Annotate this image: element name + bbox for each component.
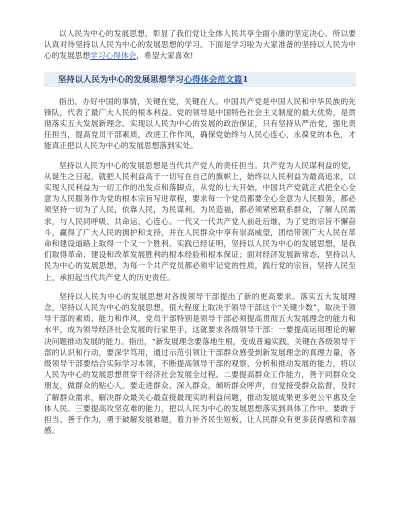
- body-paragraph-3: 坚持以人民为中心的发展思想对各级领导干部提出了新的更高要求。落实五大发展理念，坚持以人民为中心的发展思想，很大程度上取决于领导干部这个“关键少数”，取决于领导干部的素质、能力和作风，党员干部特别是领导干部必须提高贯彻五大发展理念的能力和水平，成为领导经济社会发展的行家里手，这就要求各级领导干部：一要提高运用理论的解决问题推动发展的能力。指出，“新发展理念要落地生根，变成普遍实践，关键在各级领导干部的认识和行动，要深学笃用，通过示范引领让干部群众感受到新发展理念的真理力量，各级领导干部要结合实际学习本领，不断提高领导干部的观察、分析和推动发展的能力，将以人民为中心的发展思想贯穿于经济社会发展全过程。二要提高群众工作能力，善于同群众交朋友，做群众的贴心人。要走进群众、深入群众，倾听群众呼声，自觉接受群众监督，及时了解群众需求，解决群众最关心最直接最现实的利益问题，推动发展成果更多更公平惠及全体人民。三要提高攻坚克难的能力，把以人民为中心的发展思想落实到具体工作中。要敢于担当、善于作为，勇于破解发展难题，着力补齐民生短板，让人民群众有更多获得感和幸福感。: [44, 291, 356, 436]
- body-paragraph-2: 坚持以人民为中心的发展思想是当代共产党人的责任担当。共产党为人民谋利益的党，从诞生之日起，就把人民利益高于一切写在自己的旗帜上，始终以人民利益为最高追求，以实现人民利益为一切工作的出发点和落脚点，从党的七大开始，中国共产党就正式把全心全意为人民服务作为党的根本宗旨写进章程，要求每一个党员都要全心全意为人民服务，都必须坚持一切为了人民，依靠人民，为民谋利、为民造福，都必须紧密联系群众，了解人民需求，与人民同呼吸、共命运、心连心。一代又一代共产党人前赴后继，为了党的宗旨不懈奋斗，赢得了广大人民的拥护和支持，并在人民群众中享有崇高威望，团结带领广大人民在革命和建设道路上取得一个又一个胜利。实践已经证明，坚持以人民为中心的发展思想，是我们取得革命、建设和改革发展胜利的根本经验和根本保证；面对经济发展新常态，坚持以人民为中心的发展思想，为每一个共产党员都必须牢记党的性质，践行党的宗旨，坚持人民至上，承担起当代共产党人的历史责任。: [44, 160, 356, 282]
- article-title-bar: [44, 72, 356, 87]
- article-title-link[interactable]: 心得体会范文篇: [183, 73, 243, 84]
- body-paragraph-1: 指出，办好中国的事情，关键在党，关键在人。中国共产党是中国人民和中华民族的先锋队，代表了最广大人民的根本利益。党的领导是中国特色社会主义制度的最大优势，是贯彻落实五大发展新理念、实现以人民为中心的发展的政治保证，只有坚持从严治党，强化责任担当，提高党员干部素质，改进工作作风，确保党始终与人民心连心，永葆党的本色，才能真正把以人民为中心的发展思想落到实处。: [44, 96, 356, 151]
- intro-paragraph: [44, 28, 356, 62]
- intro-text-after: ，希望大家喜欢!: [136, 51, 194, 61]
- article-title: [58, 74, 248, 85]
- intro-text-before: 以人民为中心的发展思想，彰显了我们党让全体人民共享全面小康的坚定决心，所以要认真对待坚持以人民为中心的发展思想的学习。下面是学习啦为大家准备的坚持以人民为中心的发展思想: [44, 29, 356, 61]
- article-title-text: 坚持以人民为中心的发展思想学习: [58, 73, 184, 84]
- intro-link[interactable]: 学习心得体会: [90, 51, 137, 61]
- article-title-number: 1: [242, 73, 249, 84]
